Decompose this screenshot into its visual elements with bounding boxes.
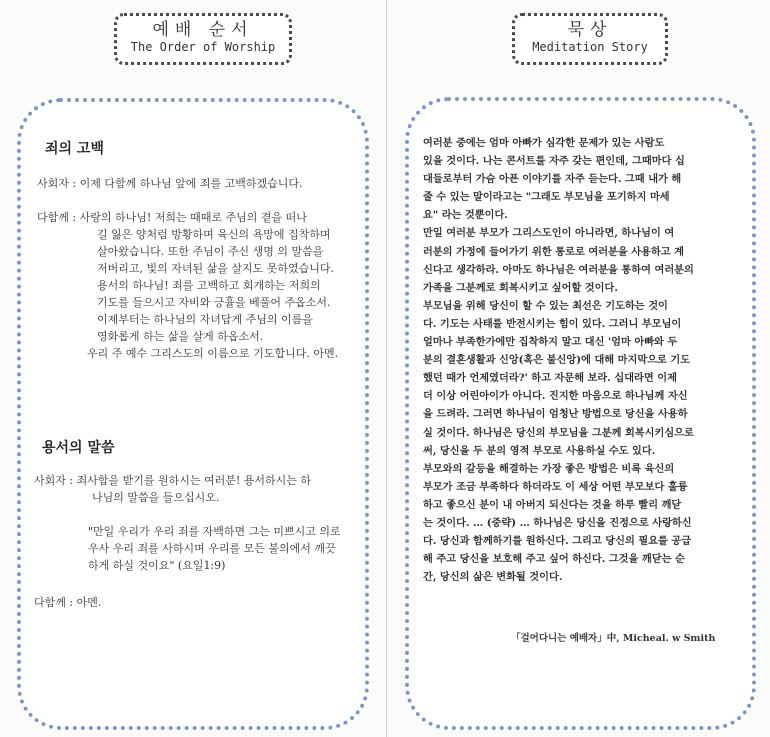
confession-people-line: 용서의 하나님! 죄를 고백하고 회개하는 저희의 xyxy=(97,279,321,292)
pardon-leader-line: 나님의 말씀을 들으십시오. xyxy=(92,491,220,504)
confession-people-line: 저버리고, 빛의 자녀된 삶을 살지도 못하였습니다. xyxy=(97,262,334,275)
confession-people-line: 다함께 : 사랑의 하나님! 저희는 때때로 주님의 곁을 떠나 xyxy=(37,211,307,224)
header-english-title: The Order of Worship xyxy=(130,40,276,54)
story-line: 는 것이다. … (중략) … 하나님은 당신을 진정으로 사랑하신 xyxy=(423,516,692,529)
story-line: 줄 수 있는 말이라고는 "그래도 부모님을 포기하지 마세 xyxy=(423,191,670,204)
meditation-story-text xyxy=(423,134,745,586)
confession-people-line: 이제부터는 하나님의 자녀답게 주님의 이름을 xyxy=(97,313,313,326)
story-line: 간, 당신의 삶은 변화될 것이다. xyxy=(423,571,563,584)
pardon-verse-line: 우사 우리 죄를 사하시며 우리를 모든 불의에서 깨끗 xyxy=(88,542,336,555)
pardon-title: 용서의 말씀 xyxy=(42,440,115,456)
pardon-verse-line: 하게 하실 것이요" (요일1:9) xyxy=(88,559,226,572)
confession-leader-line: 사회자 : 이제 다함께 하나님 앞에 죄를 고백하겠습니다. xyxy=(37,177,303,190)
story-line: 요" 라는 것뿐이다. xyxy=(423,209,508,222)
story-line: 했던 때가 언제였더라?' 하고 자문해 보라. 십대라면 이제 xyxy=(423,372,677,385)
story-line: 다. 당신과 함께하기를 원하신다. 그리고 당신의 필요를 공급 xyxy=(423,535,692,548)
pardon-people-line: 다함께 : 아멘. xyxy=(34,596,102,609)
confession-people-line: 우리 주 예수 그리스도의 이름으로 기도합니다. 아멘. xyxy=(87,347,339,360)
pardon-leader-line: 사회자 : 죄사함을 받기를 원하시는 여러분! 용서하시는 하 xyxy=(34,474,311,487)
header-korean-title: 예배 순서 xyxy=(152,20,254,40)
story-line: 실 것이다. 하나님은 당신의 부모님을 그분께 회복시키심으로 xyxy=(423,426,694,439)
story-line: 신다고 생각하라. 아마도 하나님은 여러분을 통하여 여러분의 xyxy=(423,263,694,276)
story-line: 대들로부터 가슴 아픈 이야기를 자주 듣는다. 그때 내가 해 xyxy=(423,173,682,186)
confession-people-line: 살아왔습니다. 또한 주님이 주신 생명 의 말씀을 xyxy=(97,245,324,258)
story-line: 부모님을 위해 당신이 할 수 있는 최선은 기도하는 것이 xyxy=(423,299,668,312)
story-line: 더 이상 어린아이가 아니다. 진지한 마음으로 하나님께 자신 xyxy=(423,390,688,403)
header-korean-title: 묵상 xyxy=(567,20,613,40)
story-line: 부모가 조금 부족하다 하더라도 이 세상 어떤 부모보다 훌륭 xyxy=(423,480,688,493)
page-fold-line xyxy=(386,0,387,737)
meditation-story-header xyxy=(512,13,668,65)
story-line: 분의 결혼생활과 신앙(혹은 불신앙)에 대해 마지막으로 기도 xyxy=(423,354,691,367)
story-source-citation: 「걸어다니는 예배자」中, Micheal. w Smith xyxy=(511,633,716,644)
confession-people-line: 기도를 들으시고 자비와 긍휼을 베풀어 주옵소서. xyxy=(97,296,331,309)
story-line: 가족을 그분께로 회복시키고 싶어할 것이다. xyxy=(423,281,618,294)
story-line: 하고 좋으신 분이 내 아버지 되신다는 것을 하루 빨리 깨닫 xyxy=(423,498,682,511)
confession-people-line: 영화롭게 하는 삶을 살게 하옵소서. xyxy=(97,330,264,343)
worship-order-panel xyxy=(17,98,369,730)
story-line: 러분의 가정에 들어가기 위한 통로로 여러분을 사용하고 계 xyxy=(423,245,685,258)
story-line: 여러분 중에는 엄마 아빠가 심각한 문제가 있는 사람도 xyxy=(423,137,665,149)
story-line: 만일 여러분 부모가 그리스도인이 아니라면, 하나님이 여 xyxy=(423,227,675,240)
story-line: 다. 기도는 사태를 반전시키는 힘이 있다. 그러니 부모님이 xyxy=(423,317,682,330)
story-line: 얼마나 부족한가에만 집착하지 말고 대신 '엄마 아빠와 두 xyxy=(423,336,678,349)
story-line: 써, 당신을 두 분의 영적 부모로 사용하실 수도 있다. xyxy=(423,444,656,457)
order-of-worship-header xyxy=(114,13,292,65)
story-line: 해 주고 당신을 보호해 주고 싶어 하신다. 그것을 깨닫는 순 xyxy=(423,553,685,566)
confession-title: 죄의 고백 xyxy=(45,141,104,157)
story-line: 부모와의 갈등을 해결하는 가장 좋은 방법은 비록 육신의 xyxy=(423,462,675,475)
confession-people-line: 길 잃은 양처럼 방황하며 육신의 욕망에 집착하며 xyxy=(97,228,331,241)
story-line: 있을 것이다. 나는 콘서트를 자주 갖는 편인데, 그때마다 십 xyxy=(423,155,685,168)
story-line: 을 드려라. 그러면 하나님이 엄청난 방법으로 당신을 사용하 xyxy=(423,408,688,421)
pardon-verse-line: "만일 우리가 우리 죄를 자백하면 그는 미쁘시고 의로 xyxy=(88,525,341,538)
header-english-title: Meditation Story xyxy=(532,40,648,54)
